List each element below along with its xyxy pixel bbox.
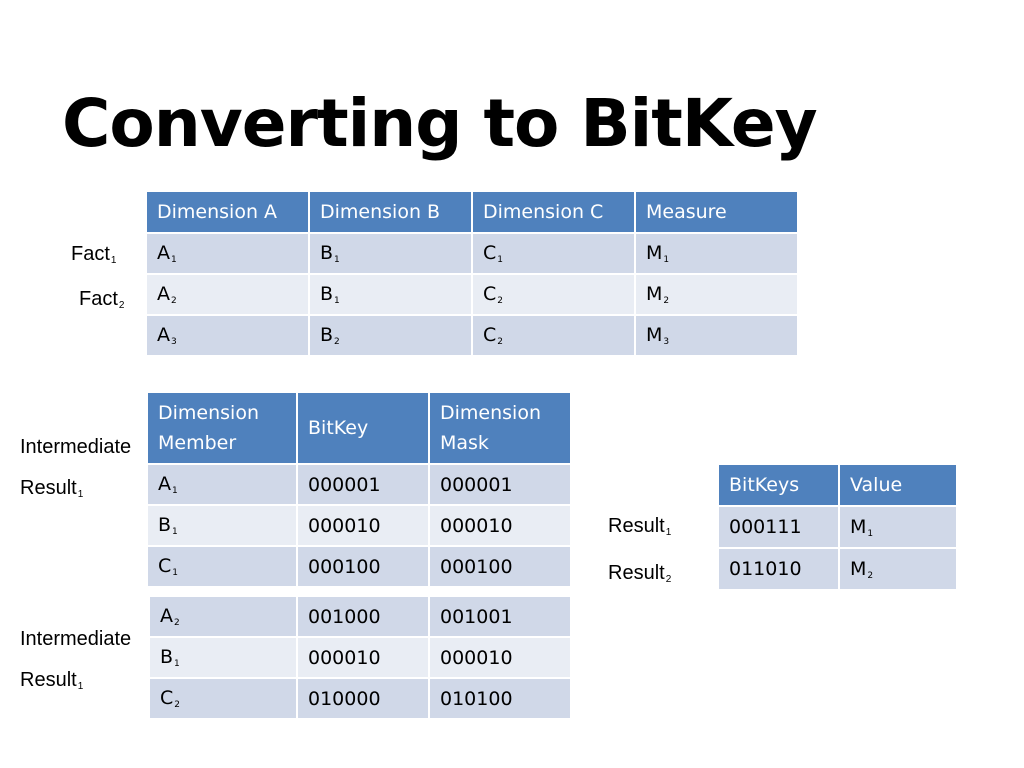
table-row	[148, 547, 572, 588]
table-cell: 000111	[719, 507, 840, 549]
table-cell: $A_1$	[148, 465, 298, 506]
intermediate-result-table-1	[148, 393, 572, 588]
table-cell: $B_1$	[148, 506, 298, 547]
table-cell: $C_1$	[148, 547, 298, 588]
slide-title: Converting to BitKey	[62, 85, 817, 162]
table-cell: 000001	[430, 465, 572, 506]
table-cell: $B_1$	[310, 234, 473, 275]
result-label-2: Result$_1$	[20, 669, 84, 692]
intermediate-label-2: Intermediate	[20, 628, 132, 650]
table-cell: $A_2$	[150, 597, 298, 638]
table-cell: $C_2$	[473, 316, 636, 357]
table-cell: $A_2$	[147, 275, 310, 316]
intermediate-result-table-2	[150, 597, 572, 720]
table-row	[147, 234, 799, 275]
table-cell: $M_2$	[636, 275, 799, 316]
fact-table	[147, 192, 799, 357]
table-cell: 000100	[430, 547, 572, 588]
fact-1-label: Fact$_1$	[71, 243, 117, 266]
table-cell: $M_3$	[636, 316, 799, 357]
header-dimension-c: Dimension C	[473, 192, 636, 234]
table-row	[148, 506, 572, 547]
table-header-row	[148, 393, 572, 465]
table-cell: 001000	[298, 597, 430, 638]
result-row-label-1: Result$_1$	[608, 515, 672, 538]
table-cell: 000010	[298, 506, 430, 547]
table-cell: $B_1$	[150, 638, 298, 679]
table-cell: $M_1$	[840, 507, 958, 549]
table-cell: 001001	[430, 597, 572, 638]
result-label-1: Result$_1$	[20, 477, 84, 500]
header-measure: Measure	[636, 192, 799, 234]
header-dimension-b: Dimension B	[310, 192, 473, 234]
table-cell: 010000	[298, 679, 430, 720]
table-row	[150, 638, 572, 679]
table-header-row	[147, 192, 799, 234]
table-header-row	[719, 465, 958, 507]
table-cell: $B_1$	[310, 275, 473, 316]
table-cell: 000010	[430, 506, 572, 547]
table-cell: $B_2$	[310, 316, 473, 357]
header-dimension-a: Dimension A	[147, 192, 310, 234]
table-cell: $C_1$	[473, 234, 636, 275]
table-row	[147, 316, 799, 357]
table-cell: 011010	[719, 549, 840, 591]
header-bitkey: BitKey	[298, 393, 430, 465]
intermediate-label-1: Intermediate	[20, 436, 132, 458]
table-cell: $A_1$	[147, 234, 310, 275]
table-cell: 000100	[298, 547, 430, 588]
table-cell: 000010	[430, 638, 572, 679]
table-row	[719, 507, 958, 549]
table-cell: 010100	[430, 679, 572, 720]
result-row-label-2: Result$_2$	[608, 562, 672, 585]
table-cell: 000010	[298, 638, 430, 679]
table-row	[150, 679, 572, 720]
table-cell: $M_2$	[840, 549, 958, 591]
header-dimension-mask: Dimension Mask	[430, 393, 572, 465]
table-cell: 000001	[298, 465, 430, 506]
table-cell: $A_3$	[147, 316, 310, 357]
table-cell: $C_2$	[473, 275, 636, 316]
table-row	[150, 597, 572, 638]
result-table	[719, 465, 958, 591]
table-cell: $C_2$	[150, 679, 298, 720]
header-bitkeys: BitKeys	[719, 465, 840, 507]
table-row	[147, 275, 799, 316]
fact-2-label: Fact$_2$	[79, 288, 125, 311]
header-dimension-member: Dimension Member	[148, 393, 298, 465]
table-row	[719, 549, 958, 591]
header-value: Value	[840, 465, 958, 507]
table-row	[148, 465, 572, 506]
table-cell: $M_1$	[636, 234, 799, 275]
